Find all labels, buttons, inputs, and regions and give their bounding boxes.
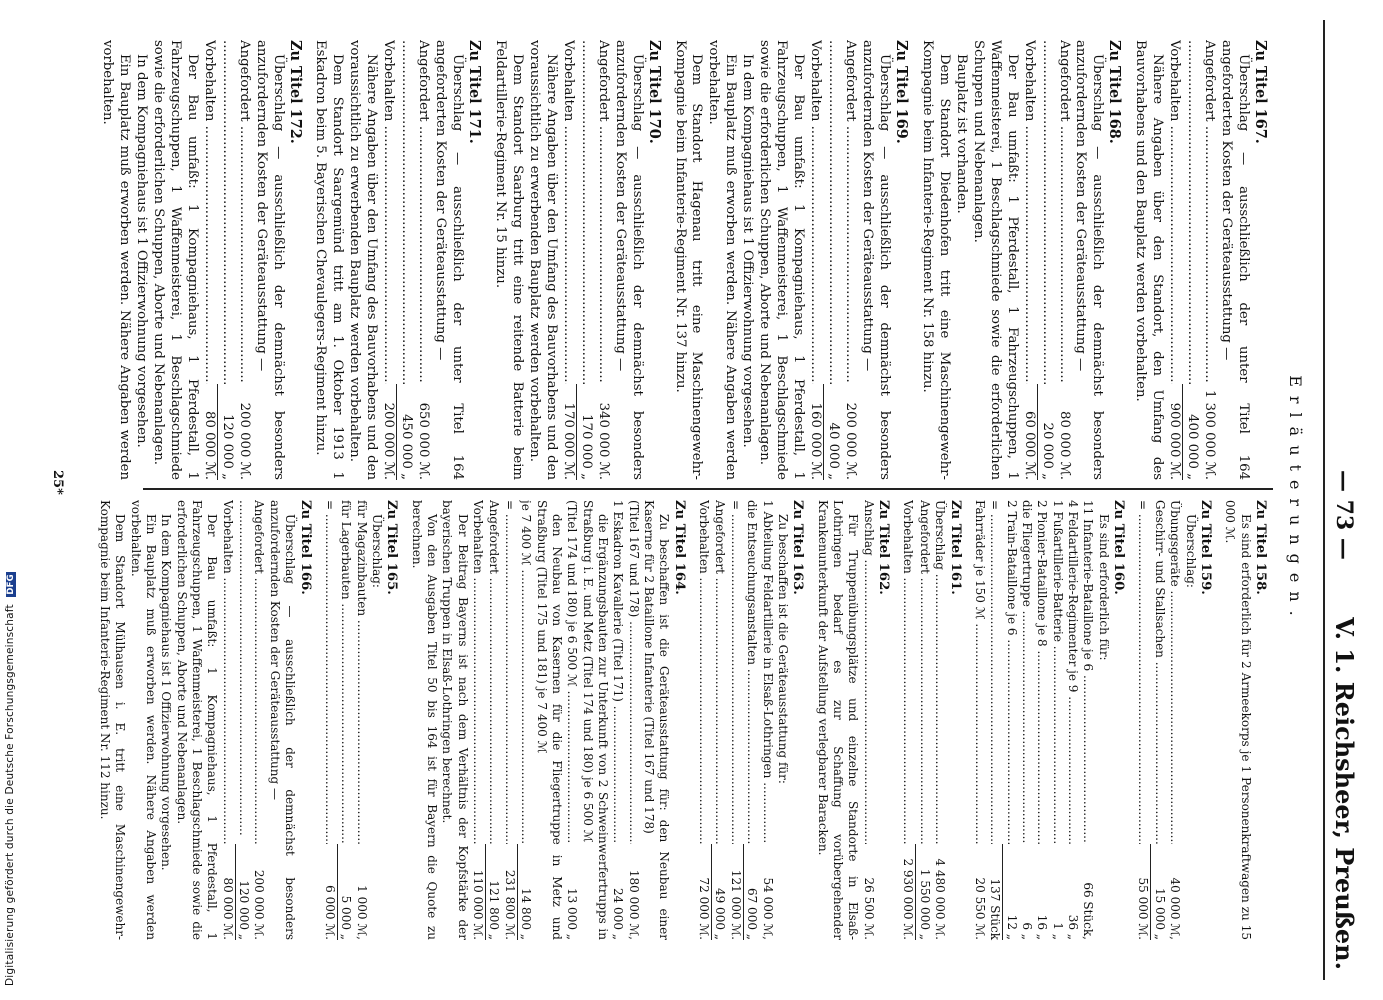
note-text: Dem Standort Saarburg tritt eine reitende Batterie beim Feldartillerie-Regiment Nr. 15 hinzu. <box>493 40 525 480</box>
total-row <box>987 500 1003 940</box>
note-text: Dem Standort Saargemünd tritt am 1. Oktober 1913 1 Eskadron beim 5. Bayerischen Chevaulegers-Regiment hinzu. <box>313 40 346 480</box>
note-text: Für Truppenübungsplätze und einzelne Standorte in Elsaß-Lothringen bedarf es zur Schaffung vorübergehender Krankenunterkunft der Aufstellung verlegbarer Baracken. <box>815 500 861 940</box>
total-row <box>322 500 338 940</box>
row-label <box>1183 40 1200 384</box>
row-value: 900 000 ℳ. <box>1165 384 1183 480</box>
note-text: Ein Bauplatz muß erworben werden. Nähere Angaben werden vorbehalten. <box>128 500 158 940</box>
row-label: Angefordert ..... <box>486 500 501 844</box>
total-row <box>200 40 218 480</box>
entry-title: Zu Titel 162. <box>876 500 892 595</box>
row-label: Vorbehalten ..... <box>470 500 485 844</box>
amount-row <box>972 500 987 940</box>
row-value: 16 „ <box>1035 914 1050 940</box>
row-value: 170 000 „ <box>578 414 594 480</box>
amount-row <box>564 500 579 940</box>
title-entry <box>1131 40 1268 480</box>
amount-row <box>860 500 875 940</box>
entry-title: Zu Titel 170. <box>645 40 663 144</box>
row-value: 5 000 „ <box>339 895 354 940</box>
row-label: Vorbehalten ..... <box>900 500 915 844</box>
row-label: Angefordert ..... <box>251 500 266 844</box>
note-text: Überschlag — ausschließlich der demnächst besonders anzufordernden Kosten der Geräteausstattung — <box>860 40 892 480</box>
row-label: Vorbehalten ..... <box>559 40 576 384</box>
amount-row <box>712 500 727 940</box>
row-label: 1 Eskadron Kavallerie (Titel 171) ..... <box>610 500 625 844</box>
title-entry <box>900 500 962 940</box>
row-value: 13 000 „ <box>565 887 580 940</box>
row-label: die Entseuchungsanstalten ..... <box>744 500 759 844</box>
row-value: 450 000 „ <box>399 414 415 480</box>
row-value: 4 480 000 ℳ. <box>933 858 948 940</box>
row-label: für Lagerbauten ..... <box>338 500 353 844</box>
row-value: 12 „ <box>1004 914 1019 940</box>
note-text: Nähere Angaben über den Umfang des Bauvorhabens und den voraussichtlich zu erwerbenden Bauplatz werden vorbehalten. <box>347 40 380 480</box>
row-label: Anschlag ..... <box>860 500 875 844</box>
entry-title: Zu Titel 158. <box>1253 500 1268 595</box>
amount-row <box>235 40 252 480</box>
row-label: = ..... <box>987 500 1002 844</box>
row-value: 40 000 „ <box>826 422 842 480</box>
row-value: 121 000 ℳ. <box>728 844 744 940</box>
row-label: 11 Infanterie-Bataillone je 6 ..... <box>1080 500 1095 844</box>
total-row <box>728 500 744 940</box>
row-label: = ..... <box>1135 500 1150 844</box>
amount-row <box>236 500 251 940</box>
total-row <box>696 500 712 940</box>
note-text: Überschlag: <box>369 514 384 588</box>
title-entry <box>491 40 662 480</box>
entry-title: Zu Titel 163. <box>790 500 806 595</box>
row-label: Vorbehalten ..... <box>696 500 711 844</box>
row-label: 2 Pionier-Bataillone je 8 ..... <box>1034 500 1049 844</box>
row-label <box>397 40 414 384</box>
entry-title: Zu Titel 164. <box>671 500 687 595</box>
row-value: 180 000 ℳ, <box>626 869 641 940</box>
note-text: Überschlag — ausschließlich der demnächst besonders anzufordernden Kosten der Geräteausstattung — <box>612 40 645 480</box>
note-text: In dem Kompagniehaus ist 1 Offizierwohnung vorgesehen. <box>159 514 174 871</box>
row-label: je 7 400 ℳ ..... <box>518 500 533 844</box>
row-label <box>218 40 235 384</box>
row-label: Angefordert ..... <box>712 500 727 844</box>
note-text: Der Bau umfaßt: 1 Kompagniehaus, 1 Pferdestall, 1 Fahrzeugschuppen, 1 Waffenmeisterei, 1 Beschlagschmiede sowie die erforderlichen Schuppen, Aborte und Nebenanlagen. <box>174 500 220 940</box>
row-value: 1 550 000 „ <box>917 868 932 940</box>
row-label: Vorbehalten ..... <box>1165 40 1182 384</box>
total-row <box>900 500 916 940</box>
amount-row <box>1038 40 1055 480</box>
note-text: Es sind erforderlich für 2 Armeekorps je 1 Personenkraftwagen zu 15 000 ℳ. <box>1223 500 1253 940</box>
row-label: Überschlag ..... <box>932 500 947 844</box>
amount-row <box>1151 500 1166 940</box>
note-text: Überschlag — ausschließlich der unter Titel 164 angeforderten Kosten der Geräteausstattung — <box>1219 40 1252 480</box>
entry-title: Zu Titel 169. <box>892 40 910 144</box>
entry-title: Zu Titel 171. <box>466 40 484 144</box>
note-text: Ein Bauplatz muß erworben werden. Nähere Angaben werden vorbehalten. <box>706 40 739 480</box>
entry-title: Zu Titel 160. <box>1111 500 1127 595</box>
total-row <box>219 500 235 940</box>
row-value: 2 930 000 ℳ. <box>900 844 916 940</box>
amount-row <box>744 500 759 940</box>
amount-row <box>625 500 640 940</box>
dfg-logo: DFG <box>6 574 16 595</box>
row-value: 36 „ <box>1066 914 1081 940</box>
row-value: 26 500 ℳ. <box>861 877 876 940</box>
total-row <box>1135 500 1151 940</box>
row-label: Vorbehalten ..... <box>379 40 396 384</box>
row-value: 170 000 ℳ. <box>559 384 577 480</box>
total-row <box>806 40 824 480</box>
entry-title: Zu Titel 161. <box>947 500 963 595</box>
note-text: Es sind erforderlich für: <box>1096 514 1111 661</box>
note-text: Zu beschaffen ist die Geräteausstattung für: <box>775 514 790 784</box>
row-value: 231 800 ℳ. <box>501 844 517 940</box>
total-row <box>1020 40 1038 480</box>
amount-row <box>338 500 353 940</box>
amount-row <box>594 40 611 480</box>
row-value: 200 000 ℳ. <box>843 402 859 480</box>
note-text: den Neubau von Kasernen für die Fliegertruppe in Metz und Straßburg (Titel 175 und 181) je 7 400 ℳ <box>534 500 564 940</box>
row-label: Angefordert ..... <box>916 500 931 844</box>
title-entry <box>814 500 891 940</box>
right-column <box>89 40 1268 480</box>
amount-row <box>1065 500 1080 940</box>
amount-row <box>1200 40 1217 480</box>
note-text: Überschlag: <box>1183 514 1198 588</box>
amount-row <box>486 500 501 940</box>
row-label <box>1038 40 1055 384</box>
row-label: = ..... <box>322 500 337 844</box>
running-head: V. 1. Reichsheer, Preußen. <box>1330 617 1359 970</box>
title-entry <box>408 500 686 940</box>
note-text: Überschlag — ausschließlich der demnächst besonders anzufordernden Kosten der Geräteausstattung — <box>267 500 298 940</box>
row-value: 650 000 ℳ. <box>416 402 432 480</box>
note-text: Der Bau umfaßt: 1 Pferdestall, 1 Fahrzeugschuppen, 1 Waffenmeisterei, 1 Beschlagschmiede sowie die erforderlichen Schuppen und Nebenanlagen. <box>970 40 1020 480</box>
left-column <box>87 500 1268 940</box>
row-value: 200 000 ℳ. <box>379 384 397 480</box>
row-value: 80 000 ℳ. <box>200 384 218 480</box>
note-text: Von den Ausgaben Titel 50 bis 164 ist für Bayern die Quote zu berechnen. <box>409 500 440 940</box>
row-label: Übungsgeräte ..... <box>1167 500 1182 844</box>
title-entry <box>312 40 483 480</box>
row-value: 24 000 „ <box>611 887 626 940</box>
row-label <box>577 40 594 384</box>
amount-row <box>577 40 594 480</box>
section-title: Erläuterungen. <box>1286 375 1305 625</box>
amount-row <box>841 40 858 480</box>
entry-title: Zu Titel 167. <box>1252 40 1269 144</box>
entry-title: Zu Titel 172. <box>286 40 304 144</box>
entry-title: Zu Titel 165. <box>384 500 400 595</box>
row-value: 54 000 ℳ, <box>760 877 775 940</box>
row-label: (Titel 174 und 180) je 6 500 ℳ ..... <box>564 500 579 844</box>
row-value: 80 000 ℳ. <box>1056 411 1072 480</box>
row-value: 66 Stück, <box>1081 882 1096 940</box>
row-value: 1 „ <box>1050 922 1065 940</box>
note-text: In dem Kompagniehaus ist 1 Offizierwohnung vorgesehen. <box>740 54 756 448</box>
note-text: Der Beitrag Bayerns ist nach dem Verhältnis der Kopfstärke der bayerischen Truppen in Elsaß-Lothringen berechnet. <box>440 500 470 940</box>
amount-row <box>518 500 533 940</box>
amount-row <box>251 500 266 940</box>
row-label: Fahrräder je 150 ℳ ..... <box>972 500 987 844</box>
amount-row <box>916 500 931 940</box>
amount-row <box>353 500 368 940</box>
row-label: 1 Fußartillerie-Batterie ..... <box>1049 500 1064 844</box>
total-row <box>1165 40 1183 480</box>
row-label: = ..... <box>728 500 743 844</box>
row-value: 1 000 ℳ, <box>354 885 369 940</box>
title-entry <box>98 40 302 480</box>
entry-title: Zu Titel 166. <box>297 500 313 595</box>
title-entry <box>1135 500 1213 940</box>
title-entry <box>972 500 1127 940</box>
row-value: 14 800 „ <box>519 887 534 940</box>
note-text: Dem Standort Mülhausen i. E. tritt eine Maschinengewehr-Kompagnie beim Infanterie-Regiment Nr. 112 hinzu. <box>97 500 128 940</box>
row-value: 80 000 ℳ. <box>219 844 235 940</box>
amount-row <box>1019 500 1034 940</box>
row-label: Geschirr- und Stallsachen ..... <box>1151 500 1166 844</box>
row-value: 110 000 ℳ. <box>470 844 486 940</box>
amount-row <box>1183 40 1200 480</box>
digitization-credit <box>4 572 16 986</box>
row-value: 72 000 ℳ. <box>696 844 712 940</box>
row-value: 121 800 „ <box>487 880 502 940</box>
amount-row <box>932 500 947 940</box>
amount-row <box>1055 40 1072 480</box>
row-value: 49 000 „ <box>713 887 728 940</box>
title-entry <box>96 500 312 940</box>
row-value: 6 000 ℳ. <box>322 844 338 940</box>
amount-row <box>824 40 841 480</box>
row-value: 15 000 „ <box>1152 887 1167 940</box>
row-label: für Magazinbauten ..... <box>353 500 368 844</box>
row-label: 1 Abteilung Feldartillerie in Elsaß-Lothringen ..... <box>759 500 774 844</box>
row-value: 1 300 000 ℳ. <box>1202 389 1218 480</box>
row-value: 120 000 „ <box>237 880 252 940</box>
entry-title: Zu Titel 168. <box>1106 40 1124 144</box>
row-label: Vorbehalten ..... <box>806 40 823 384</box>
title-entry <box>322 500 400 940</box>
amount-row <box>1049 500 1064 940</box>
header-rule <box>1323 20 1325 980</box>
row-label <box>824 40 841 384</box>
row-label: = ..... <box>501 500 516 844</box>
row-value: 20 000 „ <box>1039 422 1055 480</box>
total-row <box>470 500 486 940</box>
amount-row <box>1003 500 1018 940</box>
row-label: 4 Feldartillerie-Regimenter je 9 ..... <box>1065 500 1080 844</box>
entry-title: Zu Titel 159. <box>1197 500 1213 595</box>
credit-text: Digitalisierung gefördert durch die Deutsche Forschungsgemeinschaft <box>4 604 16 986</box>
title-entry <box>696 500 806 940</box>
row-value: 200 000 ℳ. <box>236 402 252 480</box>
row-value: 340 000 ℳ. <box>595 402 611 480</box>
row-label <box>236 500 251 836</box>
total-row <box>559 40 577 480</box>
row-label: 2 Train-Bataillone je 6 ..... <box>1003 500 1018 844</box>
note-text: Überschlag — ausschließlich der unter Titel 164 angeforderten Kosten der Geräteausstattung — <box>433 40 466 480</box>
row-value: 55 000 ℳ. <box>1135 844 1151 940</box>
row-value: 400 000 „ <box>1185 414 1201 480</box>
row-label: Vorbehalten ..... <box>1020 40 1037 384</box>
column-divider <box>143 488 1273 490</box>
note-text: die Ergänzungsbauten zur Unterkunft von 2 Schweinwerfertrupps in Straßburg i. E. und Metz (Titel 174 und 180) je 6 500 ℳ <box>580 500 610 940</box>
amount-row <box>397 40 414 480</box>
row-label: Vorbehalten ..... <box>219 500 234 844</box>
amount-row <box>414 40 431 480</box>
note-text: Nähere Angaben über den Standort, den Umfang des Bauvorhabens und den Bauplatz werden vorbehalten. <box>1133 40 1166 480</box>
total-row <box>501 500 517 940</box>
note-text: Der Bau umfaßt: 1 Kompagniehaus, 1 Pferdestall, 1 Fahrzeugschuppen, 1 Waffenmeisterei, 1 Beschlagschmiede sowie die erforderlichen Schuppen, Aborte und Nebenanlagen. <box>150 40 200 480</box>
note-text: Der Bau umfaßt: 1 Kompagniehaus, 1 Pferdestall, 1 Fahrzeugschuppen, 1 Waffenmeisterei, 1 Beschlagschmiede sowie die erforderlichen Schuppen, Aborte und Nebenanlagen. <box>757 40 807 480</box>
row-value: 160 000 ℳ. <box>806 384 824 480</box>
note-text: Zu beschaffen ist die Geräteausstattung für: den Neubau einer Kaserne für 2 Bataillone Infanterie (Titel 167 und 178) <box>642 500 672 940</box>
note-text: Überschlag — ausschließlich der demnächst besonders anzufordernden Kosten der Geräteausstattung — <box>1073 40 1106 480</box>
note-text: Dem Standort Diedenhofen tritt eine Maschinengewehr-Kompagnie beim Infanterie-Regiment Nr. 158 hinzu. <box>919 40 952 480</box>
row-label: Angefordert ..... <box>235 40 252 384</box>
note-text: Bauplatz ist vorhanden. <box>953 54 969 214</box>
note-text: In dem Kompagniehaus ist 1 Offizierwohnung vorgesehen. <box>133 54 149 448</box>
title-entry <box>918 40 1122 480</box>
row-value: 200 000 ℳ. <box>252 869 267 940</box>
row-value: 20 550 ℳ. <box>972 877 987 940</box>
row-value: 40 000 ℳ, <box>1168 877 1183 940</box>
total-row <box>379 40 397 480</box>
title-entry <box>1222 500 1268 940</box>
amount-row <box>1034 500 1049 940</box>
note-text: Nähere Angaben über den Umfang des Bauvorhabens und den voraussichtlich zu erwerbenden Bauplatz werden vorbehalten. <box>526 40 559 480</box>
amount-row <box>218 40 235 480</box>
amount-row <box>1080 500 1095 940</box>
title-entry <box>671 40 909 480</box>
row-value: 137 Stück <box>987 844 1003 940</box>
amount-row <box>759 500 774 940</box>
note-text: Dem Standort Hagenau tritt eine Maschinengewehr-Kompagnie beim Infanterie-Regiment Nr. 137 hinzu. <box>672 40 705 480</box>
page-number: — 73 — <box>1331 470 1357 560</box>
row-label: (Titel 167 und 178) ..... <box>625 500 640 844</box>
row-label: Angefordert ..... <box>1055 40 1072 384</box>
row-value: 67 000 „ <box>745 887 760 940</box>
row-value: 60 000 ℳ. <box>1020 384 1038 480</box>
row-label: Angefordert ..... <box>1200 40 1217 384</box>
signature-mark: 25* <box>50 470 65 495</box>
row-label: Angefordert ..... <box>414 40 431 384</box>
row-label: Angefordert ..... <box>841 40 858 384</box>
row-value: 6 „ <box>1019 922 1034 940</box>
row-value: 120 000 „ <box>219 414 235 480</box>
note-text: Ein Bauplatz muß erworben werden. Nähere Angaben werden vorbehalten. <box>100 40 132 480</box>
note-text: Überschlag — ausschließlich der demnächst besonders anzufordernden Kosten der Geräteausstattung — <box>253 40 286 480</box>
row-label: Angefordert ..... <box>594 40 611 384</box>
row-label: die Fliegertruppe ..... <box>1019 500 1034 844</box>
amount-row <box>1167 500 1182 940</box>
row-label: Vorbehalten ..... <box>200 40 217 384</box>
amount-row <box>610 500 625 940</box>
